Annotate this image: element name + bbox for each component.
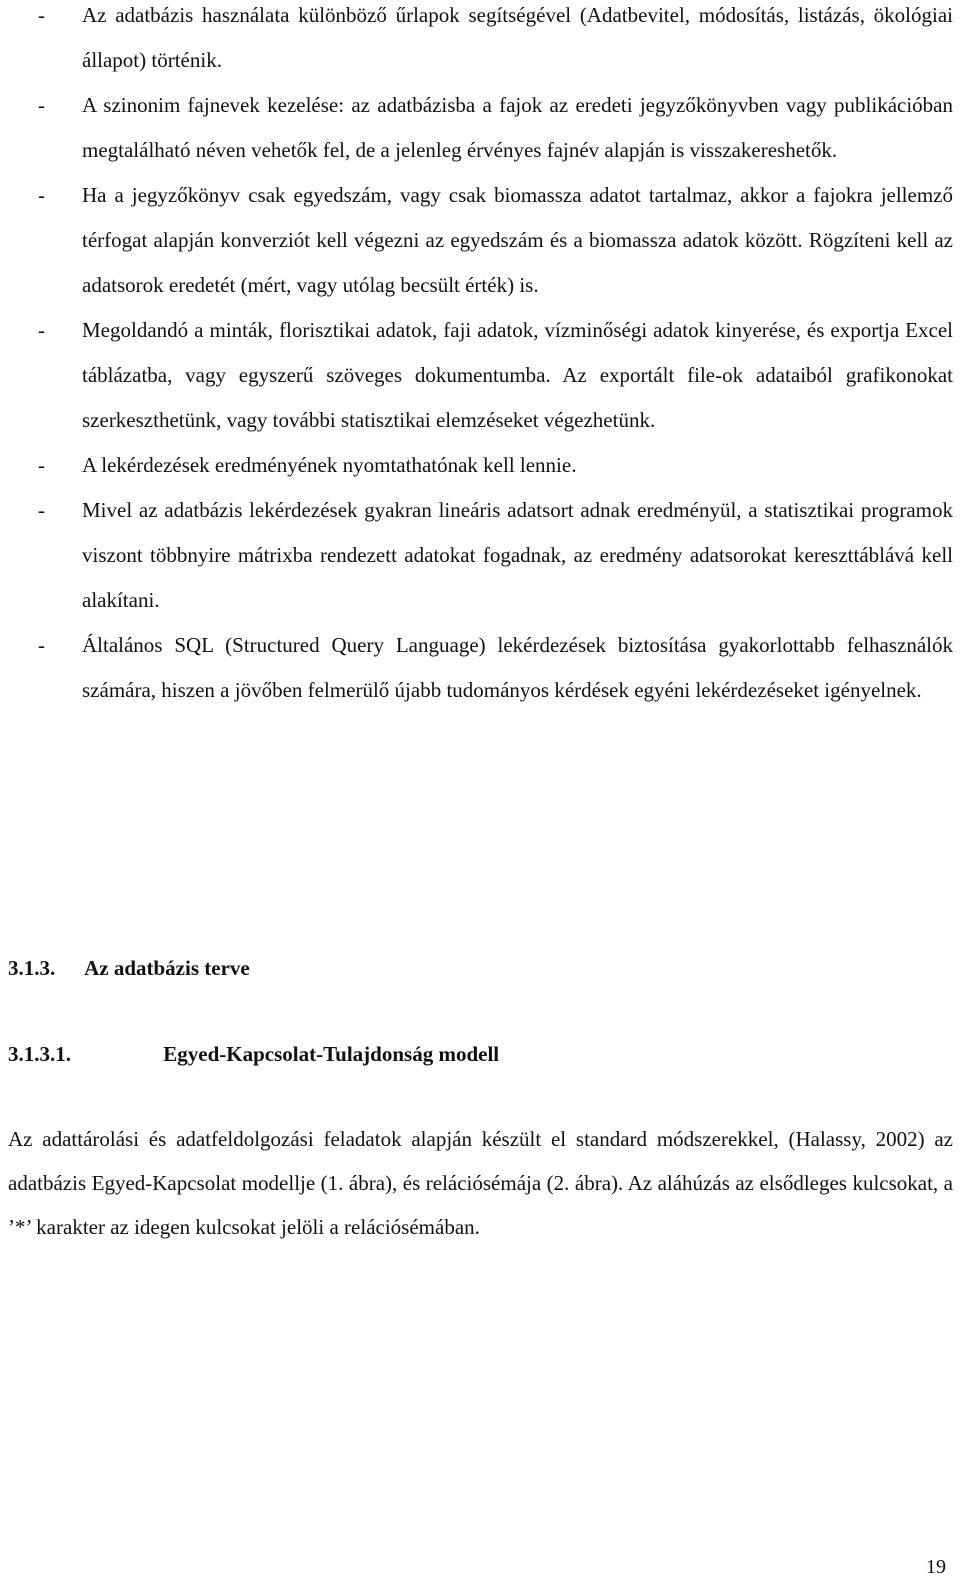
subsection-number: 3.1.3.1.	[8, 1042, 71, 1066]
bullet-text: Mivel az adatbázis lekérdezések gyakran lineáris adatsort adnak eredményül, a statisztikai programok viszont többnyire mátrixba rendezett adatokat fogadnak, az eredmény adatsorokat kereszttáblává kell alakítani.	[82, 498, 953, 612]
list-item	[38, 83, 953, 173]
list-item	[38, 0, 953, 83]
page-number: 19	[926, 1556, 946, 1578]
bullet-text: Általános SQL (Structured Query Language) lekérdezések biztosítása gyakorlottabb felhasználók számára, hiszen a jövőben felmerülő újabb tudományos kérdések egyéni lekérdezéseket igényelnek.	[82, 633, 953, 702]
bullet-dash: -	[38, 633, 45, 657]
bullet-dash: -	[38, 318, 45, 342]
section-heading	[8, 956, 250, 981]
list-item	[38, 443, 953, 488]
list-item	[38, 623, 953, 713]
bullet-text: A lekérdezések eredményének nyomtathatónak kell lennie.	[82, 453, 577, 477]
bullet-dash: -	[38, 93, 45, 117]
bullet-text: Ha a jegyzőkönyv csak egyedszám, vagy csak biomassza adatot tartalmaz, akkor a fajokra jellemző térfogat alapján konverziót kell végezni az egyedszám és a biomassza adatok között. Rögzíteni kell az adatsorok eredetét (mért, vagy utólag becsült érték) is.	[82, 183, 953, 297]
list-item	[38, 488, 953, 623]
list-item	[38, 308, 953, 443]
list-item	[38, 173, 953, 308]
section-number: 3.1.3.	[8, 956, 56, 980]
subsection-heading	[8, 1042, 499, 1067]
bullet-dash: -	[38, 183, 45, 207]
section-title: Az adatbázis terve	[84, 956, 250, 980]
bullet-dash: -	[38, 498, 45, 522]
bullet-text: Megoldandó a minták, florisztikai adatok, faji adatok, vízminőségi adatok kinyerése, és exportja Excel táblázatba, vagy egyszerű szöveges dokumentumba. Az exportált file-ok adataiból grafikonokat szerkeszthetünk, vagy további statisztikai elemzéseket végezhetünk.	[82, 318, 953, 432]
bullet-dash: -	[38, 3, 45, 27]
bullet-list	[38, 0, 953, 713]
bullet-text: A szinonim fajnevek kezelése: az adatbázisba a fajok az eredeti jegyzőkönyvben vagy publikációban megtalálható néven vehetők fel, de a jelenleg érvényes fajnév alapján is visszakereshetők.	[82, 93, 953, 162]
subsection-title: Egyed-Kapcsolat-Tulajdonság modell	[163, 1042, 500, 1066]
bullet-text: Az adatbázis használata különböző űrlapok segítségével (Adatbevitel, módosítás, listázás, ökológiai állapot) történik.	[82, 3, 953, 72]
bullet-dash: -	[38, 453, 45, 477]
body-paragraph: Az adattárolási és adatfeldolgozási feladatok alapján készült el standard módszerekkel, (Halassy, 2002) az adatbázis Egyed-Kapcsolat modellje (1. ábra), és relációsémája (2. ábra). Az aláhúzás az elsődleges kulcsokat, a ’*’ karakter az idegen kulcsokat jelöli a relációsémában.	[8, 1127, 953, 1239]
